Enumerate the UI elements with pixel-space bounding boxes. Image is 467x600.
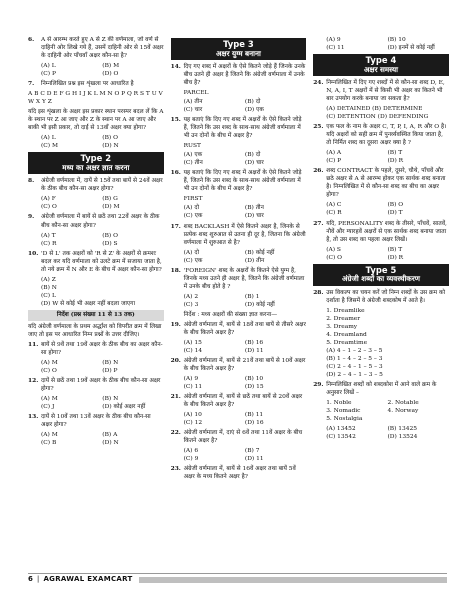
question-word: RUST — [183, 143, 201, 150]
question-number: 9. — [28, 213, 35, 221]
question-text: निम्नलिखित प्रश्न इस शृंखला पर आधारित है — [41, 81, 134, 88]
question-text: यह बताएं कि दिए गए शब्द में अक्षरों के ऐसे कितने जोड़े हैं, जितने कि उस शब्द के साथ-साथ अंग्रेजी वर्णमाला में भी उन दोनों के बीच में अक्षर है? — [183, 170, 302, 193]
question — [171, 321, 307, 337]
option: (B) 13425 — [387, 426, 418, 433]
option: (D) कोई नहीं — [244, 301, 275, 308]
option: (A) Z — [41, 276, 56, 283]
option: (B) 1 – 4 – 2 – 5 – 3 — [326, 355, 383, 362]
section-type: Type 2 — [80, 153, 112, 164]
option: (D) R — [387, 158, 404, 165]
option: (B) 16 — [244, 339, 264, 346]
section-heading — [313, 264, 449, 286]
option: (D) 11 — [244, 456, 264, 463]
options — [171, 447, 307, 463]
option: (D) N — [102, 143, 119, 150]
option: (D) 13524 — [387, 434, 418, 441]
question-number: 24. — [313, 79, 324, 86]
question — [313, 167, 449, 199]
options — [313, 105, 449, 121]
option: (D) 16 — [244, 420, 264, 427]
paragraph: यदि इस शृंखला के अक्षर इस प्रकार स्थान परस्पर बदल लें कि A के स्थान पर Z आ जाए और Z के स्थान पर A आ जाए और बाकी भी इसी प्रकार, तो दाईं से 13वाँ अक्षर क्या होगा? — [28, 109, 164, 132]
option: (C) 14 — [183, 347, 203, 354]
question-number: 20. — [170, 356, 181, 364]
options — [171, 249, 307, 265]
option: (A) C — [326, 202, 342, 209]
option: (B) G — [102, 196, 118, 203]
option: (B) A — [102, 432, 118, 439]
option: (B) N — [102, 359, 119, 366]
footer-separator: | — [36, 575, 40, 584]
option: (B) O — [102, 232, 118, 239]
option: (A) दो — [183, 205, 199, 212]
footer-bar — [139, 577, 447, 583]
option: (A) L — [41, 63, 56, 70]
option — [387, 415, 448, 423]
question-text: अंग्रेजी वर्णमाला में, बायें से 18वें तथा बायें से तीसरे अक्षर के बीच कितने अक्षर है? — [183, 321, 306, 336]
option: (B) O — [102, 135, 118, 142]
question-number: 22. — [170, 429, 181, 437]
question — [28, 250, 164, 274]
option: (C) चार — [183, 107, 203, 114]
option: (A) DETAINED (B) DETERMINE — [326, 106, 423, 113]
option: (C) R — [326, 210, 342, 217]
question-text: अंग्रेजी वर्णमाला में बायें से छठें तथा 22वें अक्षर के ठीक बीच कौन-सा अक्षर होगा? — [41, 214, 160, 229]
question-word: FIRST — [183, 196, 203, 203]
question-number: 25. — [313, 123, 324, 131]
option: (C) 11 — [183, 384, 203, 391]
option: (A) 4 – 1 – 2 – 3 – 5 — [326, 347, 383, 354]
content-columns — [28, 36, 449, 566]
question — [28, 36, 164, 60]
option: (A) 9 — [183, 376, 199, 383]
option: (D) W से कोई भी अक्षर नहीं बदला जाएगा — [41, 300, 136, 307]
question — [28, 341, 164, 357]
option: (B) N — [41, 284, 57, 291]
option: 1. Dreamlike — [326, 307, 365, 314]
options — [28, 395, 164, 411]
options — [171, 151, 307, 167]
option: (B) 11 — [244, 412, 264, 419]
option: (A) 9 — [326, 37, 341, 43]
question-text: यदि, PERSONALITY शब्द के तीसरे, पाँचवें, सातवें, नौवें और ग्यारहवें अक्षरों से एक सार्थक शब्द बनाया जाता है, तो उस शब्द का पहला अक्षर लिखें। — [326, 220, 447, 243]
section-name: मध्य का अक्षर ज्ञात करना — [62, 163, 130, 173]
question — [171, 393, 307, 409]
option: (C) P — [41, 71, 56, 78]
question-text: अंग्रेजी वर्णमाला में, दायें से 15वें तथा बायें से 24वें अक्षर के ठीक बीच कौन-सा अक्षर होगा? — [41, 178, 163, 193]
options — [313, 36, 449, 52]
option: (D) R — [387, 254, 404, 261]
question — [28, 177, 164, 193]
section-type: Type 4 — [365, 55, 397, 66]
option: (D) 15 — [244, 384, 264, 391]
directions-box: निर्देश (प्रश्न संख्या 11 से 13 तक) — [28, 310, 164, 321]
option: (A) M — [41, 432, 58, 439]
question — [171, 311, 307, 319]
question-word: PARCEL — [183, 90, 209, 97]
option: (B) 10 — [387, 37, 406, 43]
option: (A) S — [326, 246, 341, 253]
option: (D) 11 — [244, 347, 264, 354]
option: (C) L — [41, 292, 56, 299]
options — [28, 62, 164, 78]
question — [171, 116, 307, 140]
question-number: 8. — [28, 177, 35, 185]
question-number: 17. — [170, 222, 181, 230]
option: (A) F — [41, 196, 56, 203]
option: (C) R — [41, 240, 57, 247]
option: (A) 15 — [183, 339, 202, 346]
option: (B) O — [387, 202, 404, 209]
question — [313, 381, 449, 397]
option: (D) तीन — [244, 257, 265, 264]
question-number: 19. — [170, 320, 181, 328]
option: (C) तीन — [183, 160, 203, 167]
option: (D) P — [102, 368, 118, 374]
page-footer — [28, 573, 447, 586]
option: (B) T — [387, 150, 403, 157]
options — [313, 307, 449, 379]
section-heading — [313, 54, 449, 76]
publisher-brand: AGRAWAL EXAMCART — [43, 575, 133, 584]
option: (C) P — [326, 158, 342, 165]
question-number: 18. — [170, 266, 181, 274]
options — [28, 276, 164, 308]
question — [171, 169, 307, 193]
section-name: अंग्रेजी शब्दों का व्यवस्थीकरण — [341, 274, 420, 284]
option: (C) 9 — [183, 456, 199, 463]
question — [313, 220, 449, 244]
option: (C) 3 — [183, 301, 199, 308]
options — [313, 425, 449, 441]
question-text: दायें से 10वें तथा 13वें अक्षर के ठीक बीच कौन-सा अक्षर होगा? — [41, 414, 151, 429]
option: (D) 2 – 4 – 1 – 3 – 5 — [326, 371, 383, 378]
option: (C) J — [41, 404, 55, 411]
options — [313, 201, 449, 217]
section-heading — [28, 152, 164, 174]
option: 5. Dreamtime — [326, 339, 368, 346]
option: (B) 7 — [244, 448, 260, 455]
option: (A) A — [326, 150, 342, 157]
option: (B) तीन — [244, 205, 264, 212]
question — [171, 465, 307, 481]
options — [171, 98, 307, 114]
options — [171, 339, 307, 355]
question-text: निम्नलिखित में दिए गए शब्दों में से कौन-सा शब्द D, E, N, A, I, T अक्षरों में से किसी भी अक्षर का कितने भी बार उपयोग करके बनाया जा सकता है? — [326, 80, 445, 103]
option: (D) चार — [244, 160, 264, 167]
question-number: 27. — [313, 219, 324, 227]
question-number: 7. — [28, 80, 35, 88]
option: (A) दो — [183, 249, 199, 256]
option: (A) 6 — [183, 448, 199, 455]
option: (D) चार — [244, 213, 264, 220]
question-number: 23. — [170, 465, 181, 473]
option: (D) इनमें से कोई नहीं — [387, 45, 435, 52]
options — [28, 359, 164, 375]
option: (C) O — [41, 368, 57, 374]
question-number: 21. — [170, 393, 181, 401]
option: (D) O — [102, 71, 119, 78]
option: (B) दो — [244, 152, 261, 159]
option: (A) 10 — [183, 412, 202, 419]
options — [171, 204, 307, 220]
question-text: अंग्रेजी वर्णमाला में, बायें से 16वें अक्षर तथा बायें 5वें अक्षर के मध्य कितने अक्षर है? — [183, 466, 296, 481]
question — [171, 429, 307, 445]
question — [28, 377, 164, 393]
option: (D) एक — [244, 107, 264, 114]
question-number: 15. — [170, 116, 181, 124]
question — [313, 123, 449, 147]
option: 1. Noble — [326, 400, 352, 406]
option: 3. Dreamy — [326, 323, 358, 330]
option: (C) DETENTION (D) DEFENDING — [326, 114, 429, 121]
question-number: 12. — [28, 377, 39, 385]
option: (C) एक — [183, 213, 203, 220]
option: 4. Dreamland — [326, 331, 367, 338]
option: 4. Norway — [387, 408, 419, 415]
question-text: यह बताएं कि दिए गए शब्द में अक्षरों के ऐसे कितने जोड़े हैं, जितने कि उस शब्द के साथ-साथ अंग्रेजी वर्णमाला में भी उन दोनों के बीच में अक्षर है? — [183, 117, 302, 140]
question-text: अंग्रेजी वर्णमाला में, बायें से छठें तथा बायें से 20वें अक्षर के बीच कितने अक्षर है? — [183, 394, 303, 409]
question-text: 'FOREIGN' शब्द के अक्षरों के कितने ऐसे युग्म है, जिनके मध्य उतने ही अक्षर है, जितने कि अंग्रेजी वर्णमाला में उनके बीच होते है ? — [183, 267, 305, 290]
option: (D) S — [102, 240, 118, 247]
options — [28, 195, 164, 211]
option: 2. Dreamer — [326, 315, 361, 322]
option: (C) M — [41, 143, 59, 150]
question-text: शब्द BACKLASH में ऐसे कितने अक्षर है, जिनके से प्रत्येक शब्द शुरुआत से उतना ही दूर है, जितना कि अंग्रेजी वर्णमाला में शुरुआत से है? — [183, 223, 306, 246]
page-number: 6 — [28, 575, 33, 584]
question-number: 29. — [313, 380, 324, 388]
question — [28, 80, 164, 88]
option: (A) 2 — [183, 293, 199, 300]
section-name: अक्षर युग्म बनाना — [215, 48, 261, 58]
options — [171, 411, 307, 427]
option: (B) दो — [244, 99, 261, 106]
options — [171, 293, 307, 309]
question-number: 6. — [28, 36, 35, 43]
options — [313, 246, 449, 262]
option: (C) O — [41, 204, 57, 211]
paragraph: यदि अंग्रेजी वर्णमाला के प्रथम अर्द्धांश को विपरीत क्रम में लिखा जाए तो इस पर आधारित निम्न प्रश्नों के उत्तर दीजिए। — [28, 323, 162, 338]
paragraph: A B C D E F G H I J K L M N O P Q R S T U V W X Y Z — [28, 91, 163, 106]
option: (C) B — [41, 440, 57, 447]
option: 3. Nomadic — [326, 408, 361, 415]
question — [28, 413, 164, 429]
option: (A) L — [41, 135, 56, 142]
option: 2. Notable — [387, 400, 419, 406]
question-text: निम्नलिखित शब्दों को शब्दकोश में आने वाले क्रम के अनुसार लिखें – — [326, 381, 437, 396]
option: (B) 1 — [244, 293, 260, 300]
question — [313, 289, 449, 305]
option: (D) कोई अक्षर नहीं — [102, 404, 146, 411]
option: (B) N — [102, 396, 119, 403]
option: (D) M — [102, 204, 120, 211]
option: (C) 2 – 4 – 1 – 5 – 3 — [326, 363, 383, 370]
option: (A) 13452 — [326, 426, 356, 433]
options — [171, 375, 307, 391]
question-text: दायें से छठें तथा 19वें अक्षर के ठीक बीच कौन-सा अक्षर होगा? — [41, 378, 161, 393]
question-number: 16. — [170, 169, 181, 177]
option: (C) 13542 — [326, 434, 356, 441]
option: (A) M — [41, 359, 58, 366]
question-text: अंग्रेजी वर्णमाला में, बायें से 21वें तथा बायें से 10वें अक्षर के बीच कितने अक्षर है? — [183, 357, 306, 372]
option: (B) 10 — [244, 376, 264, 383]
question — [171, 223, 307, 247]
option: (B) कोई नहीं — [244, 249, 275, 256]
section-name: अक्षर समस्या — [363, 64, 399, 74]
question-text: दिए गए शब्द में अक्षरों के ऐसे कितने जोड़े हैं जिनके उनके बीच उतने ही अक्षर है जितने कि अंग्रेजी वर्णमाला में उनके बीच है? — [183, 63, 306, 86]
question-number — [171, 311, 184, 319]
option: (A) T — [41, 232, 56, 239]
question-number: 13. — [28, 413, 39, 421]
options — [28, 232, 164, 248]
question-text: निर्देश : मध्य अक्षरों की संख्या ज्ञात करना— — [183, 311, 278, 318]
option: (C) एक — [183, 257, 203, 264]
option: (D) N — [102, 440, 119, 447]
question — [171, 357, 307, 373]
option: (C) 11 — [326, 45, 345, 52]
options — [313, 149, 449, 165]
question-text: 'D से L' तक अक्षरों को 'R से Z' के अक्षरों से क्रमशः बदल कर यदि वर्णमाला को उलटे क्रम में सजाया जाता है, तो नये क्रम में N और E के बीच में अक्षर कौन-सा होगा? — [41, 250, 162, 273]
section-heading — [171, 38, 307, 60]
question-number: 11. — [28, 340, 39, 348]
options — [28, 134, 164, 150]
question-text: शब्द CONTRACT के पहले, दूसरे, चौथे, पाँचवें और छठे अक्षर से A से आरम्भ होकर एक सार्थक शब्द बनाता है। निम्नलिखित में से कौन-सा शब्द का बीच का अक्षर होगा? — [326, 168, 446, 199]
question-text: A से आरम्भ करते हुए A से Z की वर्णमाला, जो वर्ण से दाहिनी ओर लिखे गये हैं, उसमें दाहिनी ओर से 15वें अक्षर के दाहिनी ओर पाँचवाँ अक्षर कौन-सा है? — [41, 37, 164, 60]
question — [28, 213, 164, 229]
question-text: अंग्रेजी वर्णमाला में, दाएं से 6वें तथा 11वें अक्षर के बीच कितने अक्षर है? — [183, 430, 303, 445]
question-text: उस विकल्प का चयन करें जो निम्न शब्दों के उस क्रम को दर्शाता है जिसमें वे अंग्रेजी शब्दकोष में आते है। — [326, 289, 445, 304]
question-number: 28. — [313, 288, 324, 296]
section-type: Type 5 — [365, 264, 397, 275]
question-number: 14. — [170, 62, 181, 70]
question — [313, 79, 449, 103]
option: (A) M — [41, 396, 58, 403]
column-2 — [171, 36, 307, 566]
options — [28, 431, 164, 447]
option: (D) T — [387, 210, 403, 217]
option: (B) M — [102, 63, 120, 70]
question-text: बायें से 9वें तथा 19वें अक्षर के ठीक बीच का अक्षर कौन-सा होगा? — [41, 341, 163, 356]
option: (A) एक — [183, 152, 203, 159]
option: (A) तीन — [183, 99, 203, 106]
question-number: 26. — [313, 167, 324, 175]
question — [171, 267, 307, 291]
option: 5. Nostalgia — [326, 416, 363, 423]
section-type: Type 3 — [223, 39, 254, 49]
option: (B) T — [387, 246, 403, 253]
question-number: 10. — [28, 249, 39, 257]
options — [313, 399, 449, 423]
question — [171, 63, 307, 87]
option: (C) O — [326, 254, 342, 261]
column-1 — [28, 36, 164, 566]
question-text: एक फल के नाम के अक्षर C, T, P, I, A, R और O है। यदि अक्षरों को सही क्रम में पुनर्व्यवस्थित किया जाता है, तो निर्मित शब्द का दूसरा अक्षर क्या है ? — [326, 124, 447, 147]
column-3 — [313, 36, 449, 566]
option: (C) 12 — [183, 420, 203, 427]
